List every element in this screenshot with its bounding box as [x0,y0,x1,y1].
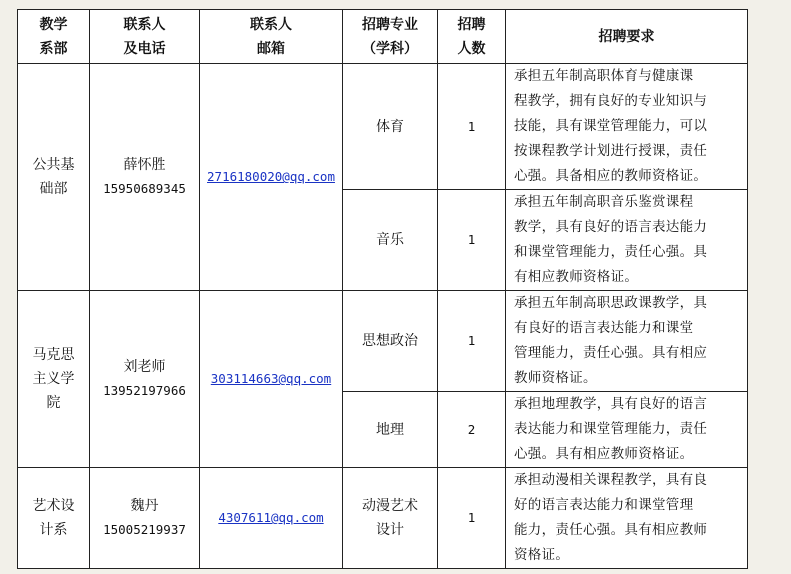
recruitment-table [17,9,748,569]
dept-line: 计系 [39,522,68,538]
count-cell: 1 [438,64,506,190]
major-line: 地理 [376,421,404,438]
req-line: 技能，具有课堂管理能力，可以 [514,118,708,134]
req-line: 心强。具有相应教师资格证。 [514,446,694,462]
requirements-cell [506,291,748,392]
email-cell [200,291,343,468]
req-line: 管理能力，责任心强。具有相应 [514,345,708,361]
major-line: 音乐 [376,232,404,248]
req-line: 有良好的语言表达能力和课堂 [514,320,694,336]
req-line: 有相应教师资格证。 [514,269,639,285]
dept-cell [18,64,90,291]
dept-line: 马克思 [32,347,75,363]
req-line: 程教学，拥有良好的专业知识与 [514,93,708,109]
requirements-cell [506,392,748,468]
count-cell: 1 [438,468,506,569]
count-cell: 1 [438,190,506,291]
major-line: 动漫艺术 [362,498,418,514]
header-dept-line1: 教学 [39,16,68,33]
req-line: 能力，责任心强。具有相应教师 [514,522,708,538]
email-link[interactable]: 2716180020@qq.com [207,169,335,184]
header-contact-line2: 及电话 [123,40,166,57]
email-link[interactable]: 4307611@qq.com [218,510,324,525]
requirements-cell [506,64,748,190]
contact-phone: 13952197966 [103,383,186,398]
dept-line: 艺术设 [32,498,75,514]
header-dept [18,10,90,64]
major-line: 体育 [376,118,404,135]
contact-cell [90,64,200,291]
header-email-line1: 联系人 [250,16,292,33]
major-line: 设计 [376,522,404,538]
dept-line: 院 [46,395,61,411]
requirements-cell [506,190,748,291]
contact-phone: 15950689345 [103,181,186,196]
major-cell [343,468,438,569]
header-count [438,10,506,64]
req-line: 承担地理教学，具有良好的语言 [514,396,708,412]
header-major [343,10,438,64]
contact-cell [90,291,200,468]
header-email-line2: 邮箱 [257,40,285,57]
major-line: 思想政治 [362,333,418,349]
req-line: 和课堂管理能力，责任心强。具 [514,244,708,260]
table-row [18,64,748,190]
table-row [18,291,748,392]
contact-name: 刘老师 [123,359,166,375]
email-link[interactable]: 303114663@qq.com [210,371,332,386]
req-line: 教师资格证。 [514,370,597,386]
count-cell: 1 [438,291,506,392]
dept-line: 主义学 [32,371,75,387]
header-row [18,10,748,64]
dept-line: 础部 [39,181,68,197]
req-line: 好的语言表达能力和课堂管理 [514,497,694,513]
header-requirements: 招聘要求 [506,10,748,64]
header-dept-line2: 系部 [39,40,68,57]
req-line: 资格证。 [514,547,570,563]
contact-cell [90,468,200,569]
dept-cell [18,468,90,569]
req-line: 心强。具备相应的教师资格证。 [514,168,708,184]
header-contact [90,10,200,64]
email-cell [200,468,343,569]
req-line: 表达能力和课堂管理能力，责任 [514,421,708,437]
dept-cell [18,291,90,468]
req-line: 承担动漫相关课程教学，具有良 [514,472,708,488]
header-major-line2: （学科） [362,40,418,57]
dept-line: 公共基 [32,157,75,173]
header-major-line1: 招聘专业 [362,16,418,33]
req-line: 承担五年制高职体育与健康课 [514,68,694,84]
count-cell: 2 [438,392,506,468]
contact-phone: 15005219937 [103,522,186,537]
req-line: 承担五年制高职思政课教学，具 [514,295,708,311]
major-cell [343,291,438,392]
email-cell [200,64,343,291]
req-line: 教学，具有良好的语言表达能力 [514,219,708,235]
contact-name: 薛怀胜 [123,157,166,173]
req-line: 承担五年制高职音乐鉴赏课程 [514,194,694,210]
requirements-cell [506,468,748,569]
req-line: 按课程教学计划进行授课，责任 [514,143,708,159]
major-cell [343,190,438,291]
header-count-line1: 招聘 [457,16,486,33]
contact-name: 魏丹 [130,498,159,514]
header-count-line2: 人数 [457,40,486,57]
major-cell [343,392,438,468]
header-contact-line1: 联系人 [123,16,166,33]
major-cell [343,64,438,190]
table-row [18,468,748,569]
header-email [200,10,343,64]
